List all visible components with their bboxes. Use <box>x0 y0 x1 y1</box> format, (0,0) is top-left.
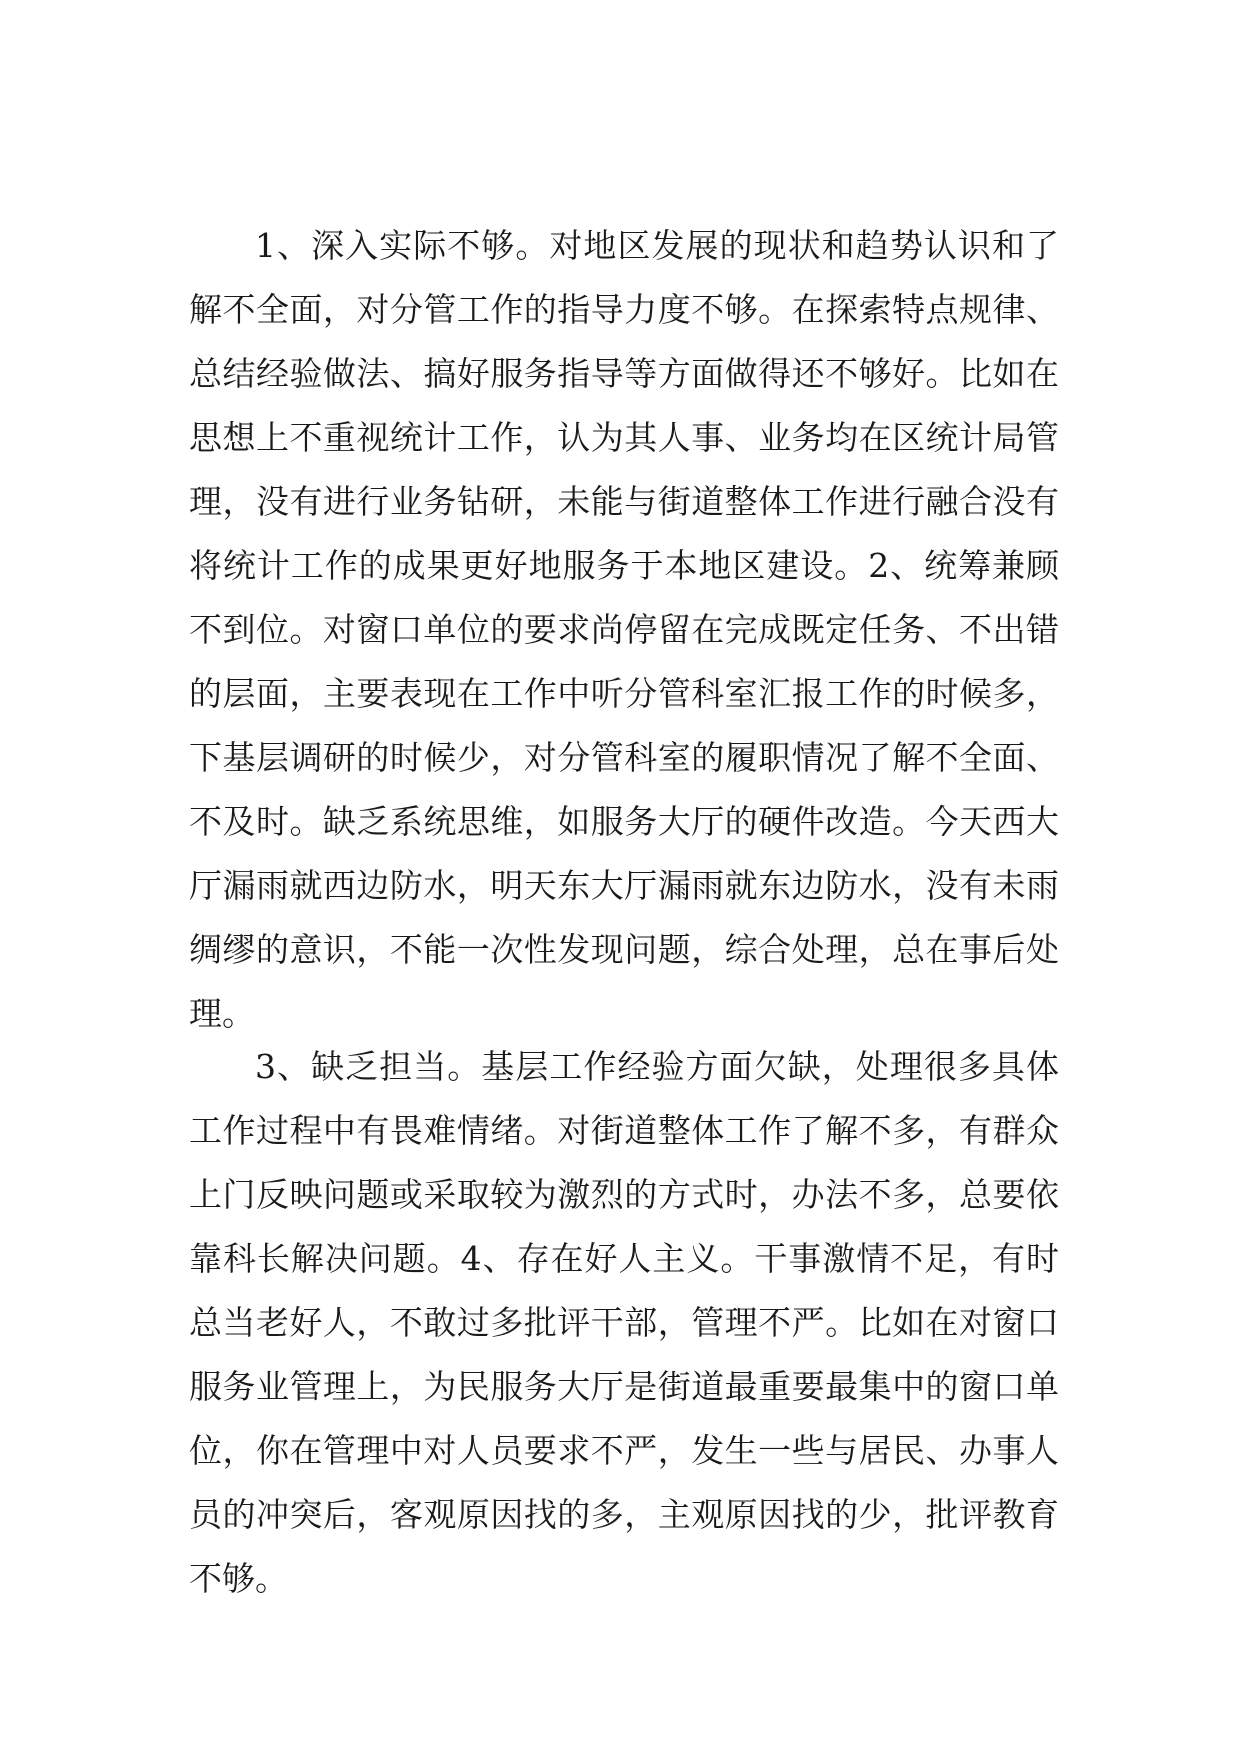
paragraph-line: 将统计工作的成果更好地服务于本地区建设。2、统筹兼顾 <box>189 546 1059 585</box>
paragraph-1 <box>189 214 1059 1046</box>
paragraph-line: 解不全面，对分管工作的指导力度不够。在探索特点规律、 <box>189 290 1059 329</box>
paragraph-line: 思想上不重视统计工作，认为其人事、业务均在区统计局管 <box>189 418 1059 457</box>
paragraph-line: 总结经验做法、搞好服务指导等方面做得还不够好。比如在 <box>189 354 1059 393</box>
paragraph-line: 绸缪的意识，不能一次性发现问题，综合处理，总在事后处 <box>189 930 1059 969</box>
paragraph-line: 厅漏雨就西边防水，明天东大厅漏雨就东边防水，没有未雨 <box>189 866 1059 905</box>
paragraph-line: 理。 <box>189 994 255 1033</box>
paragraph-line: 上门反映问题或采取较为激烈的方式时，办法不多，总要依 <box>189 1175 1059 1214</box>
paragraph-line: 不到位。对窗口单位的要求尚停留在完成既定任务、不出错 <box>189 610 1059 649</box>
paragraph-line: 理，没有进行业务钻研，未能与街道整体工作进行融合没有 <box>189 482 1059 521</box>
paragraph-line: 下基层调研的时候少，对分管科室的履职情况了解不全面、 <box>189 738 1059 777</box>
paragraph-line: 员的冲突后，客观原因找的多，主观原因找的少，批评教育 <box>189 1495 1059 1534</box>
paragraph-line: 工作过程中有畏难情绪。对街道整体工作了解不多，有群众 <box>189 1111 1059 1150</box>
paragraph-line: 不够。 <box>189 1559 288 1598</box>
paragraph-line: 不及时。缺乏系统思维，如服务大厅的硬件改造。今天西大 <box>189 802 1059 841</box>
paragraph-line: 3、缺乏担当。基层工作经验方面欠缺，处理很多具体 <box>255 1047 1059 1086</box>
paragraph-line: 位，你在管理中对人员要求不严，发生一些与居民、办事人 <box>189 1431 1059 1470</box>
paragraph-2 <box>189 1035 1059 1611</box>
paragraph-line: 靠科长解决问题。4、存在好人主义。干事激情不足，有时 <box>189 1239 1059 1278</box>
paragraph-line: 的层面，主要表现在工作中听分管科室汇报工作的时候多， <box>189 674 1059 713</box>
paragraph-line: 服务业管理上，为民服务大厅是街道最重要最集中的窗口单 <box>189 1367 1059 1406</box>
paragraph-line: 总当老好人，不敢过多批评干部，管理不严。比如在对窗口 <box>189 1303 1059 1342</box>
paragraph-line: 1、深入实际不够。对地区发展的现状和趋势认识和了 <box>255 226 1059 265</box>
